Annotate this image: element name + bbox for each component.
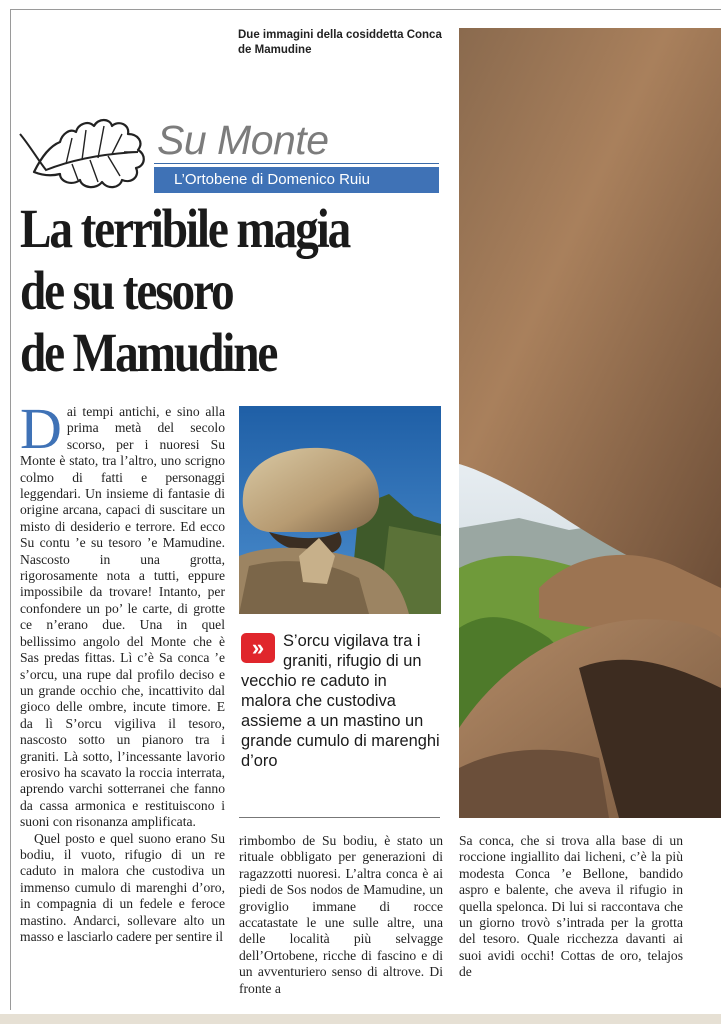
section-divider [154,163,439,164]
article-paragraph-2: Quel posto e quel suono erano Su bodiu, il vuoto, rifugio di un re caduto in malora che custodiva un immenso cumulo di marenghi d’oro, in compagnia di un fedele e feroce mastino. Andarci, sollevare alto un masso e lasciarlo cadere per sentire il [20,830,225,944]
section-title: Su Monte [157,117,329,163]
left-rule [10,9,11,1010]
headline-line-1: La terribile magia [20,198,350,259]
photo-caption: Due immagini della cosiddetta Conca de Mamudine [238,29,442,56]
article-column-1 [20,396,225,945]
oak-leaf-icon [16,112,156,194]
rock-photo-large [459,28,721,818]
quote-rule [239,817,440,818]
headline [20,198,440,384]
rock-photo-small [239,406,441,614]
headline-line-3: de Mamudine [20,322,277,383]
pull-quote: S’orcu vigilava tra i graniti, rifugio di un vecchio re caduto in malora che custodiva assieme a un mastino un grande cumulo di marenghi d’oro [241,632,440,770]
article-column-2: rimbombo de Su bodiu, è stato un rituale obbligato per generazioni di ragazzotti nuoresi. L’altra conca è ai piedi de Sos nodos de Mamudine, un groviglio immane di rocce accatastate le une sulle altre, una delle località più selvagge dell’Ortobene, ricche di fascino e di un avventuriero senso di altrove. Di fronte a [239,833,443,996]
headline-line-2: de su tesoro [20,260,233,321]
top-rule [10,9,721,10]
double-chevron-icon: » [241,633,275,663]
drop-cap: D [20,396,62,461]
article-text-1: ai tempi antichi, e sino alla prima metà del secolo scorso, per i nuoresi Su Monte è stato, tra l’altro, uno scrigno colmo di fatti e personaggi leggendari. Un insieme di fantasie di origine arcana, capaci di suscitare un misto di desiderio e terrore. Ed ecco Su contu ’e su tesoro ’e Mamudine. Nascosto in una grotta, rigorosamente nota a tutti, eppure impossibile da trovare! Intanto, per confondere un po’ le carte, di grotte ce n’erano due. Una in quel bellissimo angolo del Monte che è Sas predas fittas. Lì c’è Sa conca ’e s’orcu, una rupe dal profilo deciso e un grande occhio che, incattivito dal gioco delle ombre, incute timore. E da lì S’orcu vigiliva il tesoro, nascosto sotto un pianoro tra i graniti. Là sotto, l’incessante lavorio erosivo ha scavato la roccia interrata, aprendo varchi sotterranei che fanno da cassa armonica e restituiscono i suoni con risonanza amplificata. [20,404,225,830]
bottom-band [0,1014,721,1024]
article-paragraph-1 [20,396,225,831]
article-column-3: Sa conca, che si trova alla base di un roccione ingiallito dai licheni, c’è la più modesta Conca ’e Bellone, bandido aspro e balente, che aveva il rifugio in quella spelonca. Di lui si raccontava che un giorno trovò s’intrada per la grotta del tesoro. Quale ricchezza davanti ai suoi avidi occhi! Cottas de oro, telajos de [459,833,683,980]
column-byline: L’Ortobene di Domenico Ruiu [154,167,439,193]
